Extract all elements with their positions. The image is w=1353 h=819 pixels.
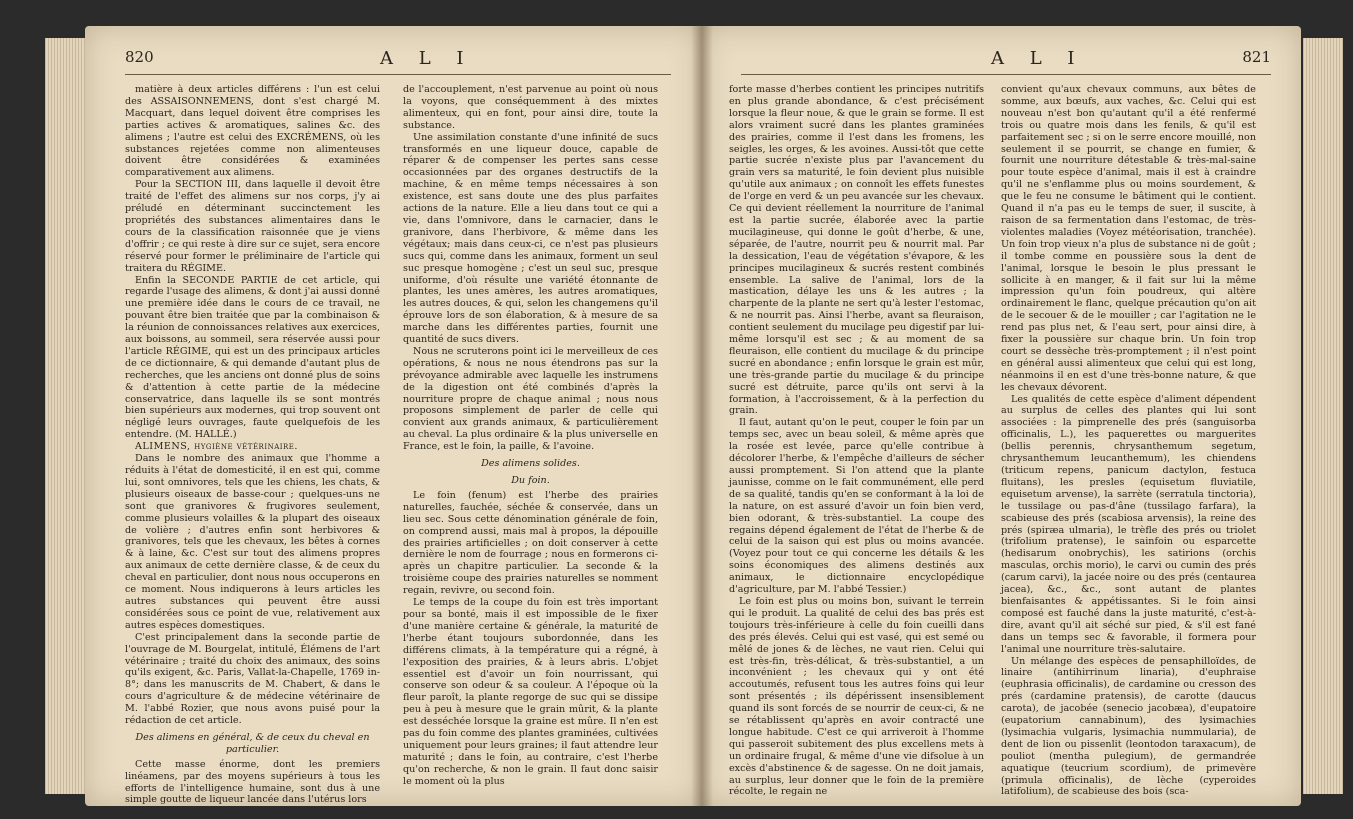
paragraph: Le temps de la coupe du foin est très important pour sa bonté, mais il est impossible de le fixer d'une manière certaine & générale, la maturité de l'herbe étant toujours subordonnée, dans les différens climats, à la température qui a régné, à l'exposition des prairies, & à leurs abris. L'objet essentiel est d'avoir un foin nourrissant, qui conserve son odeur & sa couleur. A l'époque où la fleur paroît, la plante regorge de suc qui se dissipe peu à peu à mesure que le grain mûrit, & la plante est desséchée lorsque la graine est mûre. Il n'en est pas du foin comme des plantes graminées, cultivées uniquement pour leurs graines; il faut attendre leur maturité ; dans le foin, au contraire, c'est l'herbe qu'on recherche, & non le grain. Il faut donc saisir le moment où la plus [403,597,658,787]
left-page-header [125,48,671,72]
open-book [25,8,1345,816]
running-title: A L I [991,48,1085,69]
paragraph: Un mélange des espèces de pensaphilloïdes, de linaire (antihirrinum linaria), d'euphraise (euphrasia officinalis), de cardamine ou cresson des prés (cardamine pratensis), de carotte (daucus carota), de jacobée (senecio jacobæa), d'eupatoire (eupatorium cannabinum), des lysimachies (lysimachia vulgaris, lysimachia nummularia), de dent de lion ou pissenlit (leontodon taraxacum), de pouliot (mentha pulegium), de germandrée aquatique (teucrium scordium), de primevère (primula officinalis), de lèche (cyperoides latifolium), de scabieuse des bois (sca- [1001,655,1256,798]
paragraph: matière à deux articles différens : l'un est celui des ASSAISONNEMENS, dont s'est chargé M. Macquart, dans lequel doivent être comprises les parties actives & aromatiques, salines &c. des alimens ; l'autre est celui des EXCRÉMENS, où les substances rejetées comme non alimenteuses doivent être considérées & examinées comparativement aux alimens. [125,84,380,179]
paragraph: Le foin est plus ou moins bon, suivant le terrein qui le produit. La qualité de celui des bas prés est toujours très-inférieure à celle du foin cueilli dans des prés élevés. Celui qui est vasé, qui est semé ou mêlé de jones & de lèches, ne vaut rien. Celui qui est très-fin, très-délicat, & très-substantiel, a un inconvénient ; les chevaux qui y ont été accoutumés, refusent tous les autres foins qui leur sont présentés ; ils dépérissent insensiblement quand ils sont forcés de se nourrir de ceux-ci, & ne se rétablissent qu'après en avoir contracté une longue habitude. C'est ce qui arriveroit à l'homme qui passeroit subitement des plus excellens mets à un ordinaire frugal, & même d'une vie difsolue à un excès d'abstinence & de sagesse. On ne doit jamais, au surplus, leur donner que le foin de la première récolte, le regain ne [729,595,984,798]
section-heading: Des alimens solides. [481,458,580,470]
paragraph: Enfin la SECONDE PARTIE de cet article, qui regarde l'usage des alimens, & dont j'ai aussi donné une première idée dans le cours de ce travail, ne pouvant être bien traitée que par la combinaison & la réunion de connoissances relatives aux exercices, aux boissons, au sommeil, sera réservée aussi pour l'article RÉGIME, qui est un des principaux articles de ce dictionnaire, & qui demande d'autant plus de recherches, que les anciens ont donné plus de soins & d'attention à cette partie de la médecine conservatrice, dans laquelle ils se sont montrés bien supérieurs aux modernes, qui trop souvent ont négligé leurs ouvrages, faute quelquefois de les entendre. (M. HALLÉ.) [125,274,380,441]
paragraph: C'est principalement dans la seconde partie de l'ouvrage de M. Bourgelat, intitulé, Élémens de l'art vétérinaire ; traité du choix des animaux, des soins qu'ils exigent, &c. Paris, Vallat-la-Chapelle, 1769 in-8°; dans les manuscrits de M. Chabert, & dans le cours d'agriculture & de médecine vétérinaire de M. l'abbé Rozier, que nous avons puisé pour la rédaction de cet article. [125,631,380,727]
page-number: 820 [125,48,154,66]
paragraph: Le foin (fenum) est l'herbe des prairies naturelles, fauchée, séchée & conservée, dans un lieu sec. Sous cette dénomination générale de foin, on comprend aussi, mais mal à propos, la dépouille des prairies artificielles ; on doit conserver à cette dernière le nom de fourrage ; nous en formerons ci-après un chapitre particulier. La seconde & la troisième coupe des prairies naturelles se nomment regain, revivre, ou second foin. [403,489,658,597]
text-column-2 [1001,84,1256,798]
paragraph: Nous ne scruterons point ici le merveilleux de ces opérations, & nous ne nous étendrons pas sur la prévoyance admirable avec laquelle les instrumens de la digestion ont été combinés d'après la nourriture propre de chaque animal ; nous nous proposons simplement de parler de celle qui convient aux grands animaux, & particulièrement au cheval. La plus ordinaire & la plus universelle en France, est le foin, la paille, & l'avoine. [403,345,658,453]
paragraph: Cette masse énorme, dont les premiers linéamens, par des moyens supérieurs à tous les efforts de l'intelligence humaine, sont dus à une simple goutte de liqueur lancée dans l'utérus lors [125,758,380,806]
right-page [701,26,1301,806]
right-page-edges [1303,38,1343,794]
text-column-1 [729,84,984,798]
header-rule [741,74,1271,75]
header-rule [125,74,671,75]
paragraph: Il faut, autant qu'on le peut, couper le foin par un temps sec, avec un beau soleil, & même après que la rosée est levée, parce qu'elle contribue à décolorer l'herbe, & l'empêche d'ailleurs de sécher aussi promptement. Si l'on attend que la plante jaunisse, comme on le fait communément, elle perd de sa qualité, tandis qu'en se conformant à la loi de la nature, on est assuré d'avoir un foin bien verd, bien odorant, & très-substantiel. La coupe des regains dépend également de l'état de l'herbe & de celui de la saison qui est plus ou moins avancée. (Voyez pour tout ce qui concerne les détails & les soins économiques des alimens destinés aux animaux, le dictionnaire encyclopédique d'agriculture, par M. l'abbé Tessier.) [729,417,984,596]
paragraph: Pour la SECTION III, dans laquelle il devoit être traité de l'effet des alimens sur nos corps, j'y ai préludé en déterminant succinctement les propriétés des substances alimentaires dans le cours de la classification raisonnée que je viens d'offrir ; ce qui reste à dire sur ce sujet, sera encore réservé pour former le préliminaire de l'article qui traitera du RÉGIME. [125,179,380,274]
paragraph: forte masse d'herbes contient les principes nutritifs en plus grande abondance, & c'est précisément lorsque la fleur noue, & que le grain se forme. Il est alors vraiment sucré dans les plantes graminées des prairies, comme il l'est dans les fromens, les seigles, les orges, & les avoines. Aussi-tôt que cette partie sucrée n'existe plus par l'avancement du grain vers sa maturité, le foin devient plus nuisible qu'utile aux animaux ; on connoît les effets funestes de l'orge en verd & un peu avancée sur les chevaux. Ce qui devient réellement la nourriture de l'animal est la partie sucrée, élaborée avec la partie mucilagineuse, qui donne le goût d'herbe, & une, séparée, de l'autre, nourrit peu & nourrit mal. Par la dessication, l'eau de végétation s'évapore, & les principes mucilagineux & sucrés restent combinés ensemble. La salive de l'animal, lors de la mastication, délaye les uns & les autres ; la charpente de la plante ne sert qu'à lester l'estomac, & ne nourrit pas. Ainsi l'herbe, avant sa fleuraison, contient seulement du mucilage peu digestif par lui-même lorsqu'il est sec ; & au moment de sa fleuraison, elle contient du mucilage & du principe sucré en abondance ; enfin lorsque le grain est mûr, une très-grande partie du mucilage & du principe sucré est détruite, parce qu'ils ont servi à la formation, à l'accroissement, & à la perfection du grain. [729,84,984,417]
paragraph: Les qualités de cette espèce d'aliment dépendent au surplus de celles des plantes qui lui sont associées : la pimprenelle des prés (sanguisorba officinalis, L.), les paquerettes ou marguerites (bellis perennis, chrysanthemum segetum, chrysanthemum leucanthemum), les chiendens (triticum repens, panicum dactylon, festuca fluitans), les presles (equisetum fluviatile, equisetum arvense), la sarrète (serratula tinctoria), le tussilage ou pas-d'âne (tussilago farfara), la scabieuse des prés (scabiosa arvensis), la reine des prés (spiræa ulmaria), le trèfle des prés ou triolet (trifolium pratense), le sainfoin ou esparcette (hedisarum onobrychis), les satirions (orchis masculas, orchis morio), le carvi ou cumin des prés (carum carvi), la jacée noire ou des prés (centaurea jacea), &c., &c., sont autant de plantes bienfaisantes & appétissantes. Si le foin ainsi composé est fauché dans la juste maturité, c'est-à-dire, avant qu'il ait séché sur pied, & s'il est fané dans un temps sec & favorable, il formera pour l'animal une nourriture très-salutaire. [1001,393,1256,655]
left-page-edges [45,38,85,794]
book-gutter [691,26,713,806]
paragraph: Dans le nombre des animaux que l'homme a réduits à l'état de domesticité, il en est qui, comme lui, sont omnivores, tels que les chiens, les chats, & plusieurs oiseaux de basse-cour ; quelques-uns ne sont que granivores & frugivores seulement, comme plusieurs volailles & la plupart des oiseaux de volière ; d'autres enfin sont herbivores & granivores, tels que les chevaux, les bêtes à cornes & à laine, &c. C'est sur tout des alimens propres aux animaux de cette dernière classe, & de ceux du cheval en particulier, dont nous nous occuperons en ce moment. Nous indiquerons à leurs articles les autres substances qui peuvent être aussi considérées sous ce point de vue, relativement aux autres espèces domestiques. [125,453,380,631]
page-number: 821 [1242,48,1271,66]
section-heading: Des alimens en général, & de ceux du cheval en particulier. [135,731,370,755]
text-column-2 [403,84,658,788]
left-page [85,26,701,806]
running-title: A L I [380,48,474,69]
paragraph: Une assimilation constante d'une infinité de sucs transformés en une liqueur douce, capable de réparer & de compenser les pertes sans cesse occasionnées par des organes destructifs de la machine, & en même temps nécessaires à son existence, est sans doute une des plus parfaites actions de la nature. Elle a lieu dans tout ce qui a vie, dans l'omnivore, dans le carnacier, dans le granivore, dans l'herbivore, & même dans les végétaux; mais dans ceux-ci, ce n'est pas plusieurs sucs qui, comme dans les animaux, forment un seul suc presque homogène ; c'est un seul suc, presque uniforme, d'où résulte une variété étonnante de plantes, les unes amères, les autres aromatiques, les autres douces, & qui, selon les changemens qu'il éprouve lors de son élaboration, & à mesure de sa marche dans les différentes parties, fournit une quantité de sucs divers. [403,131,658,346]
right-page-header [741,48,1271,72]
subsection-heading: Du foin. [511,475,550,486]
entry-heading: ALIMENS, hygiène vétérinaire. [135,441,298,453]
paragraph: de l'accouplement, n'est parvenue au point où nous la voyons, que conséquemment à des mixtes alimenteux, qui en font, pour ainsi dire, toute la substance. [403,84,658,131]
text-column-1 [125,84,380,806]
paragraph: convient qu'aux chevaux communs, aux bêtes de somme, aux bœufs, aux vaches, &c. Celui qui est nouveau n'est bon qu'autant qu'il a été renfermé trois ou quatre mois dans les fenils, & qu'il est parfaitement sec ; si on le serre encore mouillé, non seulement il se pourrit, se change en fumier, & fournit une nourriture détestable & très-mal-saine pour toute espèce d'animal, mais il est à craindre qu'il ne s'enflamme plus ou moins sourdement, & que le feu ne consume le bâtiment qui le contient. Quand il n'a pas eu le temps de suer, il suscite, à raison de sa fermentation dans l'estomac, de très-violentes maladies (Voyez météorisation, tranchée). Un foin trop vieux n'a plus de substance ni de goût ; il tombe comme en poussière sous la dent de l'animal, lorsque le besoin le plus pressant le sollicite à en manger, & il fait sur lui la même impression qu'un foin poudreux, qui altère ordinairement le flanc, quelque précaution qu'on ait de le secouer & de le mouiller ; car l'agitation ne le rend pas plus net, & l'eau sert, pour ainsi dire, à fixer la poussière sur chaque brin. Un foin trop court se dessèche très-promptement ; il n'est point en général aussi alimenteux que celui qui est long, néanmoins il en est d'une très-bonne nature, & que les chevaux dévorent. [1001,84,1256,393]
